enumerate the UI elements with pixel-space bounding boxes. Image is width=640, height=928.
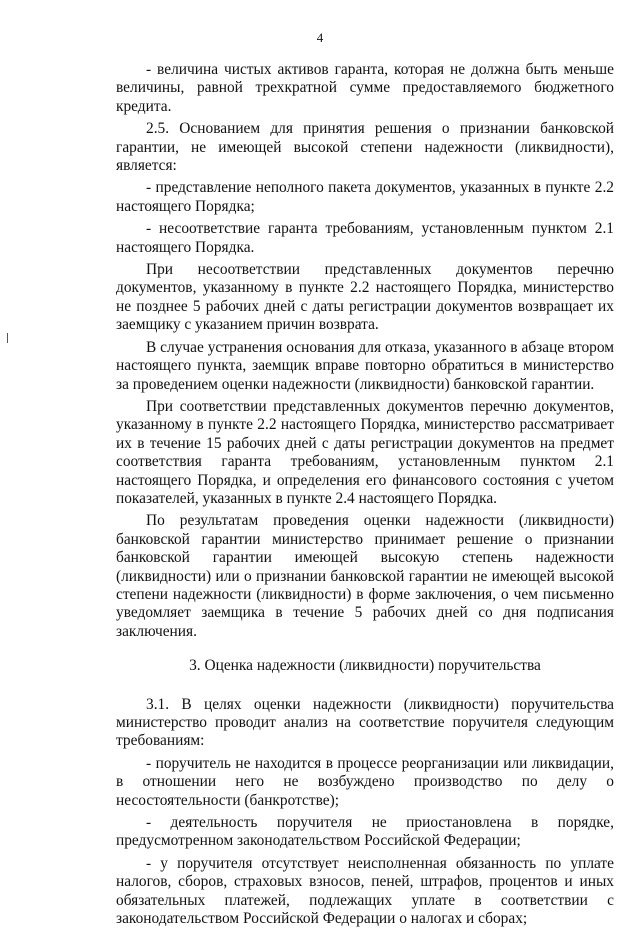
section-heading: 3. Оценка надежности (ликвидности) поручительства [189,657,541,675]
document-body [116,61,614,928]
paragraph-net-assets: - величина чистых активов гаранта, которая не должна быть меньше величины, равной трехкратной сумме предоставляемого бюджетного кредита. [116,61,614,115]
list-item-incomplete-package: - представление неполного пакета документов, указанных в пункте 2.2 настоящего Порядка; [116,179,614,215]
margin-mark [7,333,8,343]
page-number: 4 [316,30,324,45]
list-item-no-reorganization: - поручитель не находится в процессе реорганизации или ликвидации, в отношении него не возбуждено производство по делу о несостоятельности (банкротстве); [116,754,614,809]
paragraph-3-1: 3.1. В целях оценки надежности (ликвидности) поручительства министерство проводит анализ на соответствие поручителя следующим требованиям: [116,695,614,750]
paragraph-review-period: При соответствии представленных документов перечню документов, указанному в пункте 2.2 настоящего Порядка, министерство рассматривает их в течение 15 рабочих дней с даты регистрации документов на предмет соответствия гаранта требованиям, установленным пунктом 2.1 настоящего Порядка, и определения его финансового состояния с учетом показателей, указанных в пункте 2.4 настоящего Порядка. [116,397,614,507]
paragraph-return-documents: При несоответствии представленных документов перечню документов, указанному в пункте 2.2 настоящего Порядка, министерство не позднее 5 рабочих дней с даты регистрации документов возвращает их заемщику с указанием причин возврата. [116,261,614,334]
paragraph-decision: По результатам проведения оценки надежности (ликвидности) банковской гарантии министерство принимает решение о признании банковской гарантии имеющей высокую степень надежности (ликвидности) или о признании банковской гарантии не имеющей высокой степени надежности (ликвидности) в форме заключения, о чем письменно уведомляет заемщика в течение 5 рабочих дней со дня подписания заключения. [116,512,614,640]
list-item-guarantor-mismatch: - несоответствие гаранта требованиям, установленным пунктом 2.1 настоящего Порядка. [116,220,614,256]
list-item-no-tax-debt: - у поручителя отсутствует неисполненная обязанность по уплате налогов, сборов, страховых взносов, пеней, штрафов, процентов и иных обязательных платежей, подлежащих уплате в соответствии с законодательством Российской Федерации о налогах и сборах; [116,854,614,928]
paragraph-2-5: 2.5. Основанием для принятия решения о признании банковской гарантии, не имеющей высокой степени надежности (ликвидности), является: [116,120,614,175]
list-item-not-suspended: - деятельность поручителя не приостановлена в порядке, предусмотренном законодательством Российской Федерации; [116,814,614,850]
paragraph-reapply: В случае устранения основания для отказа, указанного в абзаце втором настоящего пункта, заемщик вправе повторно обратиться в министерство за проведением оценки надежности (ликвидности) банковской гарантии. [116,338,614,393]
